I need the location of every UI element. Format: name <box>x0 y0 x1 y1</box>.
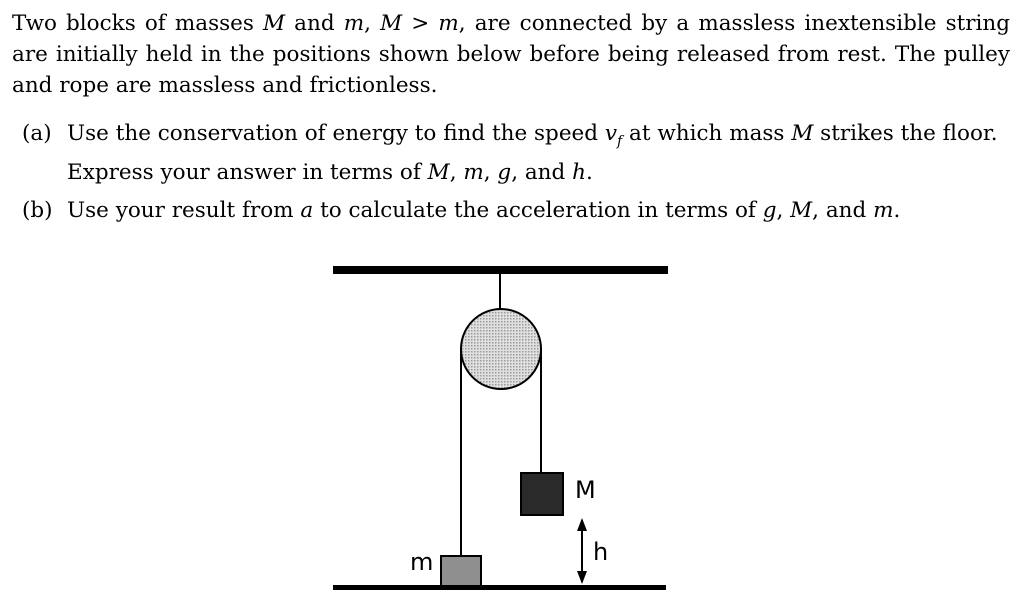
math-symbol: g <box>497 160 512 186</box>
math-symbol: M <box>790 198 813 224</box>
pulley <box>461 309 541 389</box>
text-segment: > <box>402 11 439 36</box>
text-segment: strikes the floor. Express your answer in terms of <box>67 121 998 186</box>
part-label: (a) <box>22 121 52 146</box>
text-segment: , <box>364 11 381 36</box>
math-symbol: M <box>380 11 403 36</box>
part-label: (b) <box>22 198 53 224</box>
text-segment: , and <box>511 160 573 186</box>
text-segment: to calculate the acceleration in terms of <box>313 198 763 224</box>
label-heavy-mass: M <box>575 476 596 504</box>
text-segment: , <box>776 198 791 224</box>
block-heavy-mass <box>521 473 563 515</box>
math-symbol: a <box>300 198 314 224</box>
label-light-mass: m <box>410 548 434 576</box>
math-symbol: m <box>343 11 365 36</box>
height-arrow-head-down <box>577 571 587 584</box>
text-segment: and <box>285 11 344 36</box>
text-segment: Use your result from <box>67 198 301 224</box>
text-segment: , <box>483 160 498 186</box>
math-symbol: M <box>427 160 450 186</box>
text-segment: , are connected by a massless inextensible string are initially held in the positions shown below before being released from rest. The pulley and rope are massless and frictionless. <box>12 11 1011 98</box>
floor <box>333 585 666 590</box>
text-segment: . <box>893 198 901 224</box>
text-segment: , and <box>812 198 874 224</box>
text-segment: , <box>449 160 464 186</box>
math-symbol: m <box>463 160 484 186</box>
math-symbol: M <box>263 11 286 36</box>
ceiling <box>333 266 668 274</box>
height-arrow-head-up <box>577 518 587 531</box>
text-segment: Two blocks of masses <box>12 11 264 36</box>
math-symbol: M <box>791 121 814 146</box>
math-symbol: m <box>873 198 894 224</box>
text-segment: at which mass <box>622 121 792 146</box>
math-symbol: g <box>762 198 777 224</box>
text-segment: . <box>585 160 593 186</box>
math-symbol: $v_f$ <box>604 121 623 150</box>
text-segment: Use the conservation of energy to find the speed <box>67 121 605 146</box>
math-symbol: h <box>572 160 586 186</box>
math-symbol: m <box>438 11 459 36</box>
block-light-mass <box>441 556 481 586</box>
label-height: h <box>593 538 609 566</box>
